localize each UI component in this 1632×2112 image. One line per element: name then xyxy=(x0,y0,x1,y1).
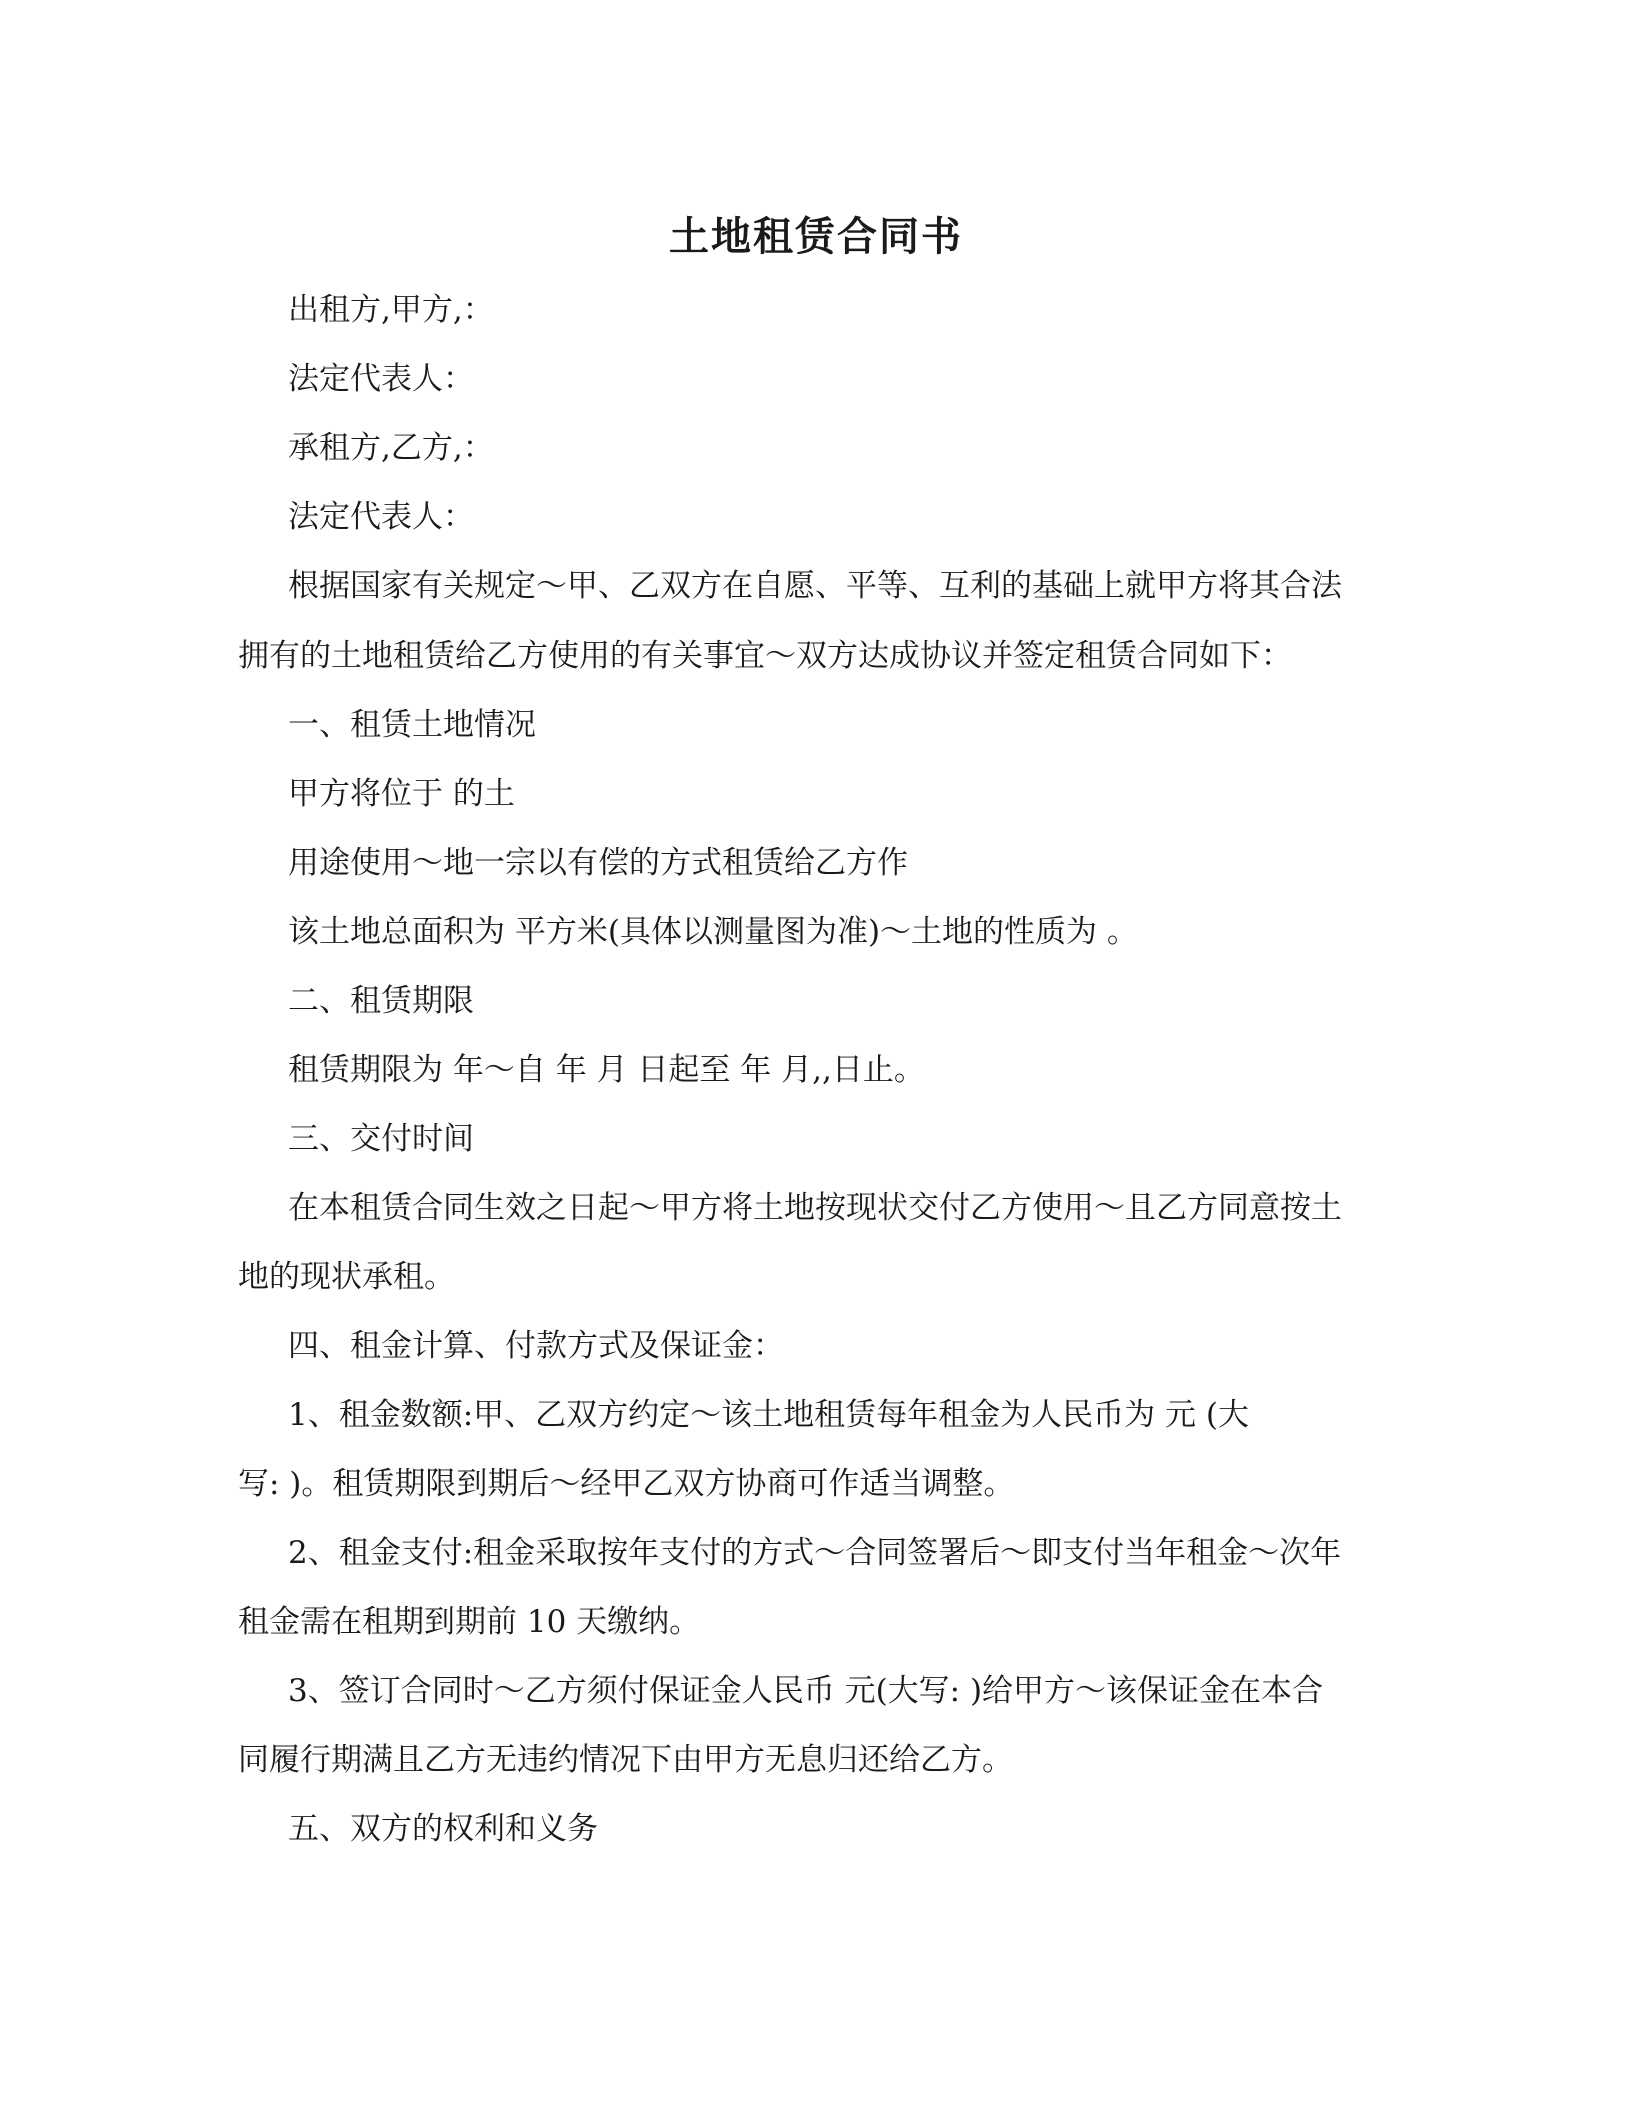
section-3-heading: 三、交付时间 xyxy=(288,1121,474,1157)
section-3-text-2: 地的现状承租。 xyxy=(238,1259,455,1295)
section-4-item-2-a: 2、租金支付:租金采取按年支付的方式～合同签署后～即支付当年租金～次年 xyxy=(288,1535,1342,1571)
section-5-heading: 五、双方的权利和义务 xyxy=(288,1811,598,1847)
document-title: 土地租赁合同书 xyxy=(669,213,963,260)
section-1-location: 甲方将位于 的土 xyxy=(288,776,515,812)
section-4-item-2-b: 租金需在租期到期前 10 天缴纳。 xyxy=(238,1604,701,1640)
section-4-item-1-a: 1、租金数额:甲、乙双方约定～该土地租赁每年租金为人民币为 元 (大 xyxy=(288,1397,1249,1433)
section-2-heading: 二、租赁期限 xyxy=(288,983,474,1019)
section-4-item-3-b: 同履行期满且乙方无违约情况下由甲方无息归还给乙方。 xyxy=(238,1742,1013,1778)
preamble-line-2: 拥有的土地租赁给乙方使用的有关事宜～双方达成协议并签定租赁合同如下： xyxy=(238,638,1292,674)
section-1-area: 该土地总面积为 平方米(具体以测量图为准)～土地的性质为 。 xyxy=(288,914,1138,950)
section-4-heading: 四、租金计算、付款方式及保证金： xyxy=(288,1328,784,1364)
section-3-text-1: 在本租赁合同生效之日起～甲方将土地按现状交付乙方使用～且乙方同意按土 xyxy=(288,1190,1342,1226)
section-1-heading: 一、租赁土地情况 xyxy=(288,707,536,743)
party-a-rep-line: 法定代表人： xyxy=(288,361,474,397)
party-b-rep-line: 法定代表人： xyxy=(288,499,474,535)
section-1-usage: 用途使用～地一宗以有偿的方式租赁给乙方作 xyxy=(288,845,908,881)
section-4-item-1-b: 写: )。租赁期限到期后～经甲乙双方协商可作适当调整。 xyxy=(238,1466,1015,1502)
section-4-item-3-a: 3、签订合同时～乙方须付保证金人民币 元(大写: )给甲方～该保证金在本合 xyxy=(288,1673,1324,1709)
section-2-term: 租赁期限为 年～自 年 月 日起至 年 月,,日止。 xyxy=(288,1052,925,1088)
party-b-line: 承租方,乙方,： xyxy=(288,430,494,466)
preamble-line-1: 根据国家有关规定～甲、乙双方在自愿、平等、互利的基础上就甲方将其合法 xyxy=(288,568,1342,604)
party-a-line: 出租方,甲方,： xyxy=(288,292,494,328)
